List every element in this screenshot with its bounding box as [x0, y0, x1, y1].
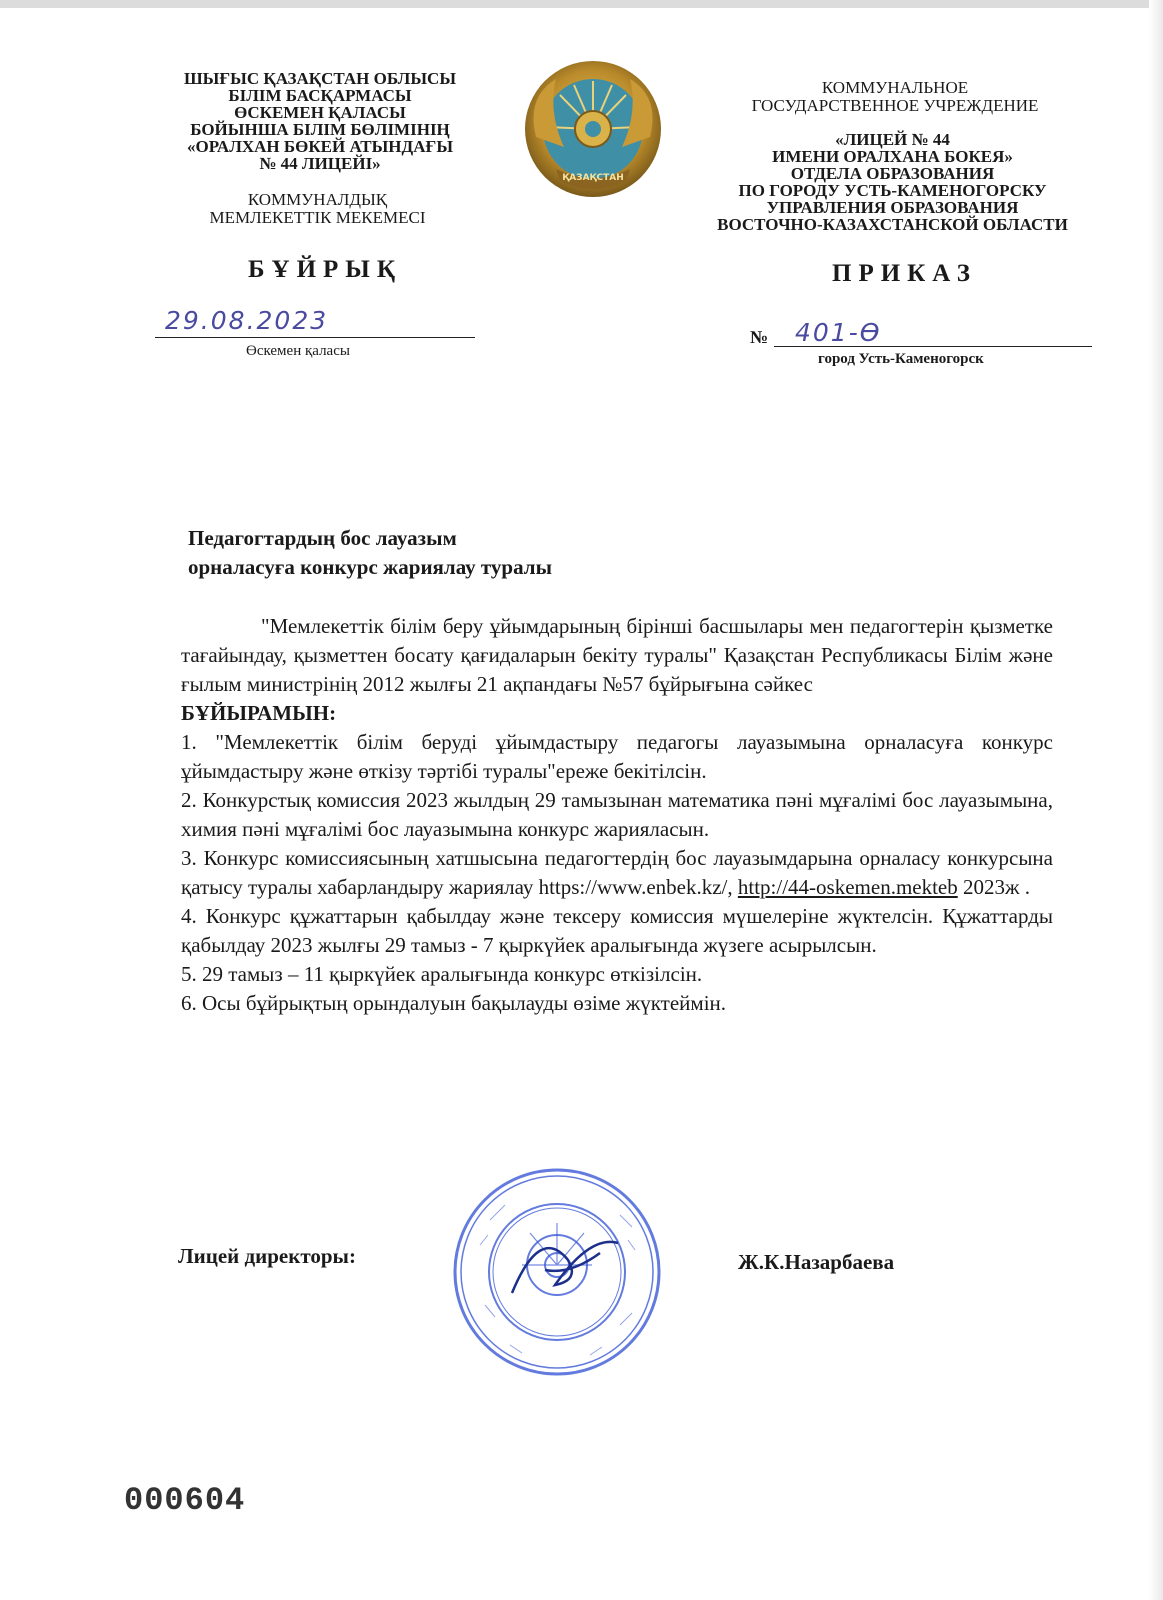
header-right-line: ИМЕНИ ОРАЛХАНА БОКЕЯ»	[772, 147, 1013, 166]
scan-edge-top	[0, 0, 1163, 8]
order-subject	[188, 524, 552, 582]
item3-text: 3. Конкурс комиссиясының хатшысына педагогтердің бос лауазымдарына орналасу конкурсына қатысу туралы хабарландыру жариялау https://www.enbek.kz/,	[181, 846, 1053, 899]
order-item: 6. Осы бұйрықтың орындалуын бақылауды өзіме жүктеймін.	[181, 991, 727, 1015]
date-underline	[155, 337, 475, 338]
header-left-subtitle	[180, 191, 455, 227]
doc-type-kazakh: БҰЙРЫҚ	[248, 256, 402, 283]
doc-type-russian: ПРИКАЗ	[832, 260, 977, 287]
order-item	[181, 844, 1053, 902]
header-right-line: ОТДЕЛА ОБРАЗОВАНИЯ	[790, 164, 995, 183]
header-left-line: БІЛІМ БАСҚАРМАСЫ	[228, 86, 412, 105]
school-website-link[interactable]: http://44-oskemen.mekteb	[737, 875, 958, 899]
emblem-text: ҚАЗАҚСТАН	[562, 173, 624, 183]
header-left-sub-line: КОММУНАЛДЫҚ	[247, 190, 388, 209]
official-seal-icon	[450, 1165, 665, 1380]
order-item: 1. "Мемлекеттік білім беруді ұйымдастыру педагогы лауазымына орналасуға конкурс ұйымдастыру және өткізу тәртібі туралы"ереже бекітілсін.	[181, 730, 1053, 783]
order-item: 4. Конкурс құжаттарын қабылдау және тексеру комиссия мүшелеріне жүктелсін. Құжаттарды қабылдау 2023 жылғы 29 тамыз - 7 қыркүйек аралығында жүзеге асырылсын.	[181, 904, 1053, 957]
document-serial-number: 000604	[124, 1482, 246, 1519]
director-label: Лицей директоры:	[178, 1244, 356, 1268]
header-left-sub-line: МЕМЛЕКЕТТІК МЕКЕМЕСІ	[209, 208, 426, 227]
header-left-title	[165, 70, 475, 172]
header-left-line: № 44 ЛИЦЕЙІ»	[259, 154, 381, 173]
header-right-title	[700, 131, 1085, 233]
header-left-line: ӨСКЕМЕН ҚАЛАСЫ	[234, 103, 406, 122]
director-name: Ж.К.Назарбаева	[738, 1250, 895, 1274]
header-right-line: ПО ГОРОДУ УСТЬ-КАМЕНОГОРСКУ	[738, 181, 1047, 200]
order-body	[181, 612, 1053, 1018]
state-emblem-icon	[516, 57, 671, 207]
number-underline	[774, 346, 1092, 347]
subject-line: Педагогтардың бос лауазым	[188, 526, 457, 550]
subject-line: орналасуға конкурс жариялау туралы	[188, 555, 552, 579]
city-kazakh: Өскемен қаласы	[246, 343, 350, 359]
order-item: 5. 29 тамыз – 11 қыркүйек аралығында конкурс өткізілсін.	[181, 962, 703, 986]
handwritten-number: 401-Ө	[795, 318, 882, 347]
city-russian: город Усть-Каменогорск	[818, 351, 984, 367]
scan-edge-right	[1149, 0, 1163, 1600]
header-left-line: ШЫҒЫС ҚАЗАҚСТАН ОБЛЫСЫ	[183, 69, 457, 88]
header-left-line: БОЙЫНША БІЛІМ БӨЛІМІНІҢ	[190, 120, 450, 139]
number-label: №	[750, 327, 769, 347]
order-heading: БҰЙЫРАМЫН:	[181, 701, 337, 725]
item3-tail: 2023ж .	[957, 875, 1031, 899]
header-right-line: УПРАВЛЕНИЯ ОБРАЗОВАНИЯ	[766, 198, 1019, 217]
header-right-sub-line: КОММУНАЛЬНОЕ	[821, 78, 969, 97]
header-right-subtitle	[720, 79, 1070, 115]
header-left-line: «ОРАЛХАН БӨКЕЙ АТЫНДАҒЫ	[186, 137, 454, 156]
intro-paragraph: "Мемлекеттік білім беру ұйымдарының бірінші басшылары мен педагогтерін қызметке тағайындау, қызметтен босату қағидаларын бекіту туралы" Қазақстан Республикасы Білім және ғылым министрінің 2012 жылғы 21 ақпандағы №57 бұйрығына сәйкес	[181, 614, 1053, 696]
header-right-line: «ЛИЦЕЙ № 44	[835, 130, 950, 149]
handwritten-date: 29.08.2023	[165, 306, 329, 335]
order-item: 2. Конкурстық комиссия 2023 жылдың 29 тамызынан математика пәні мұғалімі бос лауазымына, химия пәні мұғалімі бос лауазымына конкурс жарияласын.	[181, 788, 1053, 841]
header-right-sub-line: ГОСУДАРСТВЕННОЕ УЧРЕЖДЕНИЕ	[751, 96, 1039, 115]
header-right-line: ВОСТОЧНО-КАЗАХСТАНСКОЙ ОБЛАСТИ	[717, 215, 1068, 234]
